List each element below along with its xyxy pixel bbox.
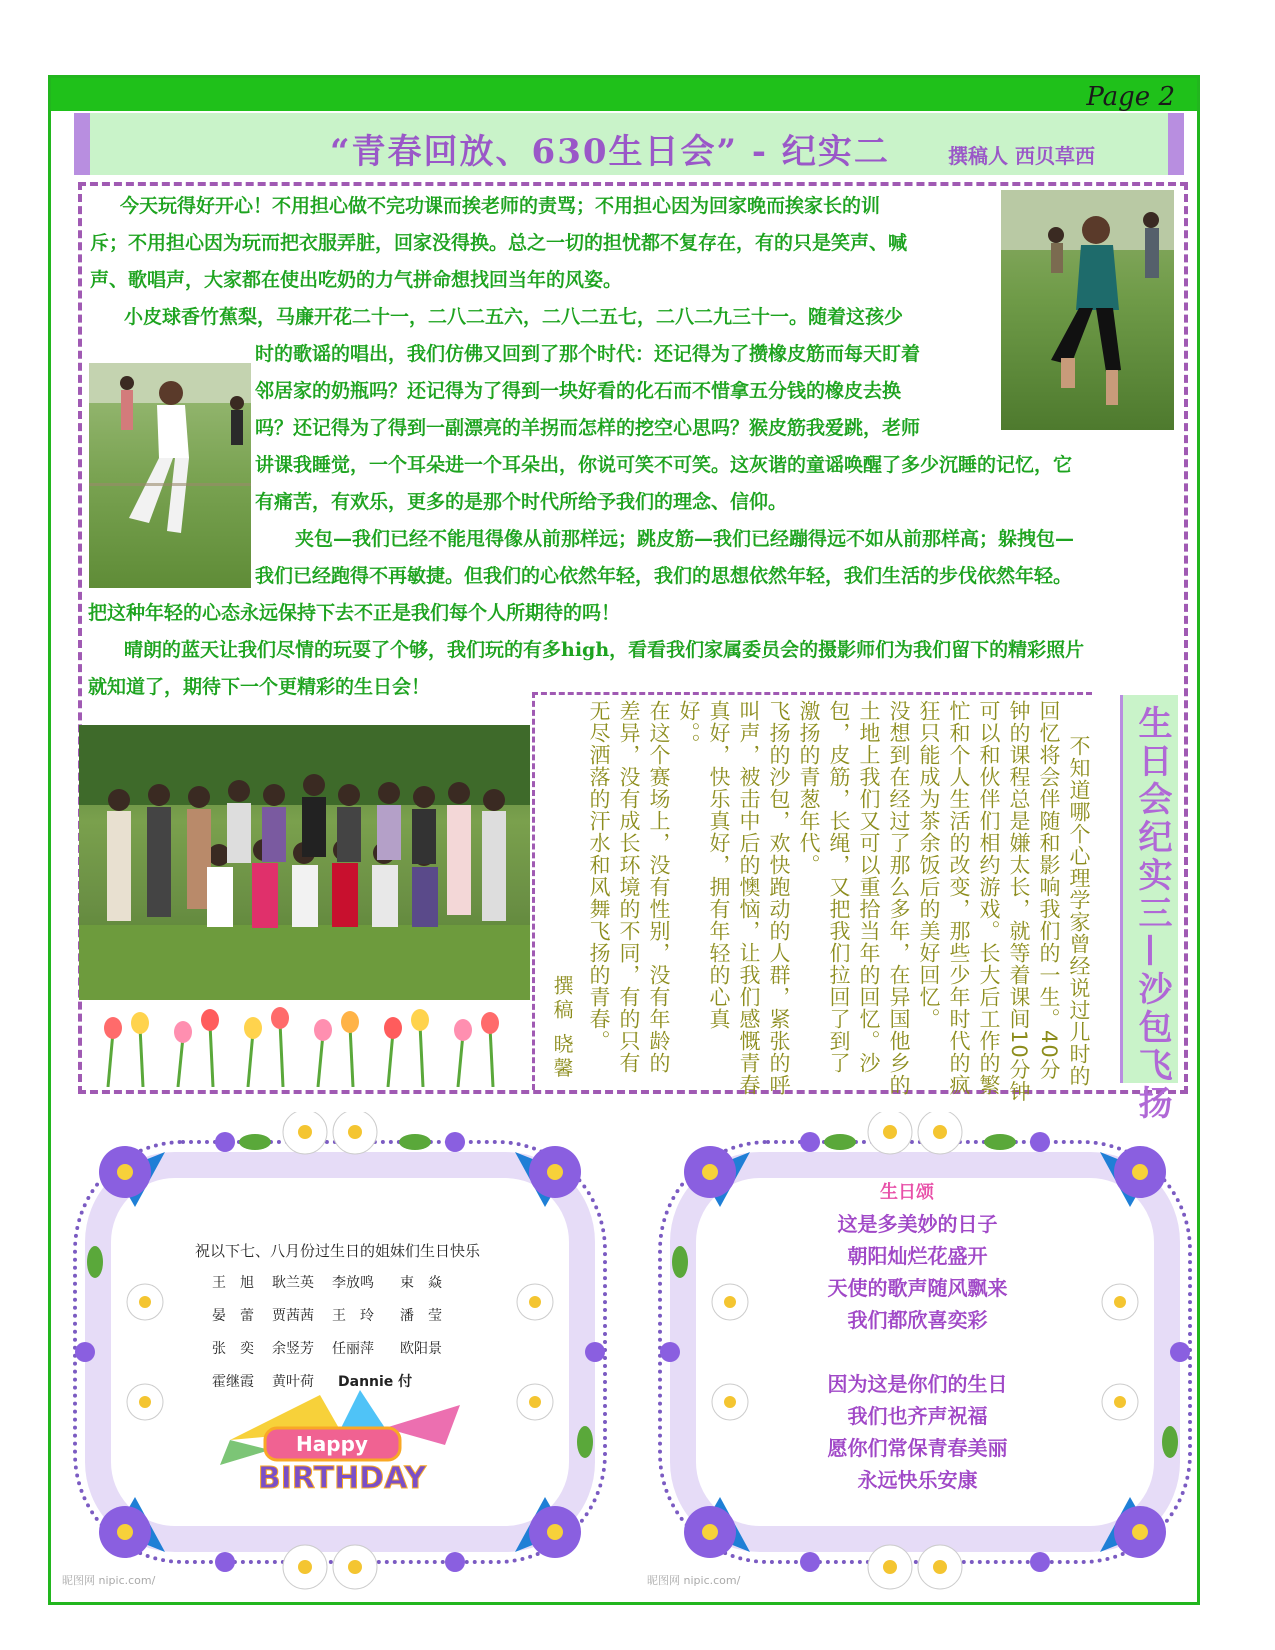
article-line: 小皮球香竹蕉梨，马廉开花二十一，二八二五六，二八二五七，二八二九三十一。随着这孩少 <box>124 306 904 328</box>
sidebar-column: 不知道哪个心理学家曾经说过儿时的 <box>1067 735 1091 1087</box>
birthday-name: 黄叶荷 <box>272 1374 314 1390</box>
sidebar-column: 无尽洒落的汗水和风舞飞扬的青春。 <box>587 700 611 1052</box>
birthday-name: 王 玲 <box>332 1308 374 1324</box>
sidebar-column: 可以和伙伴们相约游戏。长大后工作的繁 <box>977 700 1001 1096</box>
article-line: 今天玩得好开心！不用担心做不完功课而挨老师的责骂；不用担心因为回家晚而挨家长的训 <box>120 195 881 217</box>
article-line: 把这种年轻的心态永远保持下去不正是我们每个人所期待的吗！ <box>88 602 621 624</box>
sidebar-column: 没想到在经过了那么多年，在异国他乡的 <box>887 700 911 1096</box>
banner-happy: Happy <box>296 1432 368 1456</box>
sidebar-column: 狂只能成为茶余饭后的美好回忆。 <box>917 700 941 1030</box>
birthday-name: 欧阳景 <box>400 1341 442 1357</box>
poem-line: 这是多美妙的日子 <box>837 1212 998 1236</box>
article-line: 有痛苦，有欢乐，更多的是那个时代所给予我们的理念、信仰。 <box>255 491 788 513</box>
sidebar-column: 真好，快乐真好，拥有年轻的心真 <box>707 700 731 1030</box>
article-line: 吗？还记得为了得到一副漂亮的羊拐而怎样的挖空心思吗？猴皮筋我爱跳，老师 <box>255 417 921 439</box>
article-line: 讲课我睡觉，一个耳朵进一个耳朵出，你说可笑不可笑。这灰谐的童谣唤醒了多少沉睡的记忆，它 <box>255 454 1073 476</box>
birthday-name: 张 奕 <box>212 1341 254 1357</box>
sidebar-column: 忙和个人生活的改变，那些少年时代的疯 <box>947 700 971 1096</box>
page-number: Page 2 <box>1086 82 1175 112</box>
sidebar-column: 叫声，被击中后的懊恼，让我们感慨青春 <box>737 700 761 1096</box>
sidebar-column: 包，皮筋，长绳，又把我们拉回了到了 <box>827 700 851 1074</box>
poem-line: 朝阳灿烂花盛开 <box>847 1244 988 1268</box>
page-frame <box>48 75 1200 1605</box>
birthday-name: 王 旭 <box>212 1275 254 1291</box>
article-line: 晴朗的蓝天让我们尽情的玩耍了个够，我们玩的有多high，看看我们家属委员会的摄影师们为我们留下的精彩照片 <box>124 639 1085 661</box>
page-title: “青春回放、630生日会” - 纪实二 <box>330 132 890 172</box>
article-line: 我们已经跑得不再敏捷。但我们的心依然年轻，我们的思想依然年轻，我们生活的步伐依然年轻。 <box>255 565 1073 587</box>
article-line: 邻居家的奶瓶吗？还记得为了得到一块好看的化石而不惜拿五分钱的橡皮去换 <box>255 380 902 402</box>
birthday-name: 任丽萍 <box>332 1341 374 1357</box>
poem-line: 愿你们常保青春美丽 <box>827 1436 1008 1460</box>
sidebar-column: 土地上我们又可以重拾当年的回忆。沙 <box>857 700 881 1074</box>
sidebar-column: 钟的课程总是嫌太长，就等着课间10分钟 <box>1007 700 1031 1103</box>
birthday-name: 晏 蕾 <box>212 1308 254 1324</box>
birthday-name: Dannie 付 <box>338 1374 413 1390</box>
sidebar-signature: 撰稿 晓馨 <box>550 975 574 1082</box>
article-line: 斥；不用担心因为玩而把衣服弄脏，回家没得换。总之一切的担忧都不复存在，有的只是笑声、喊 <box>90 232 908 254</box>
sidebar-column: 好。。 <box>677 700 701 756</box>
birthday-name: 束 焱 <box>400 1275 442 1291</box>
birthday-name: 潘 莹 <box>400 1308 442 1324</box>
article-line: 声、歌唱声，大家都在使出吃奶的力气拼命想找回当年的风姿。 <box>90 269 623 291</box>
poem-line: 我们都欣喜奕彩 <box>847 1308 988 1332</box>
sidebar-column: 差异，没有成长环境的不同，有的只有 <box>617 700 641 1074</box>
birthday-name: 贾茜茜 <box>272 1308 314 1324</box>
poem-line: 我们也齐声祝福 <box>847 1404 988 1428</box>
sidebar-title: 生日会纪实三—沙包飞扬 <box>1132 705 1172 1123</box>
birthday-heading: 祝以下七、八月份过生日的姐妹们生日快乐 <box>195 1242 481 1260</box>
birthday-name: 李放鸣 <box>332 1275 374 1291</box>
poem-line: 因为这是你们的生日 <box>827 1372 1008 1396</box>
poem-line: 永远快乐安康 <box>857 1468 978 1492</box>
watermark-right: 昵图网 nipic.com/ <box>647 1574 741 1587</box>
sidebar-column: 飞扬的沙包，欢快跑动的人群，紧张的呼 <box>767 700 791 1096</box>
sidebar-column: 激扬的青葱年代。 <box>797 700 821 876</box>
poem-line: 天使的歌声随风飘来 <box>827 1276 1008 1300</box>
author-credit: 撰稿人 西贝草西 <box>948 144 1095 168</box>
sidebar-column: 在这个赛场上，没有性别，没有年龄的 <box>647 700 671 1074</box>
article-line: 夹包—我们已经不能甩得像从前那样远；跳皮筋—我们已经蹦得远不如从前那样高；躲拽包— <box>295 528 1075 550</box>
banner-birthday: BIRTHDAY <box>257 1461 427 1495</box>
article-line: 时的歌谣的唱出，我们仿佛又回到了那个时代：还记得为了攒橡皮筋而每天盯着 <box>255 343 921 365</box>
birthday-name: 耿兰英 <box>272 1275 314 1291</box>
sidebar-column: 回忆将会伴随和影响我们的一生。40分 <box>1037 700 1061 1081</box>
birthday-name: 霍继霞 <box>212 1374 254 1390</box>
watermark-left: 昵图网 nipic.com/ <box>62 1574 156 1587</box>
poem-title: 生日颂 <box>880 1182 934 1203</box>
article-line: 就知道了，期待下一个更精彩的生日会！ <box>88 676 431 698</box>
birthday-name: 余竖芳 <box>272 1341 314 1357</box>
